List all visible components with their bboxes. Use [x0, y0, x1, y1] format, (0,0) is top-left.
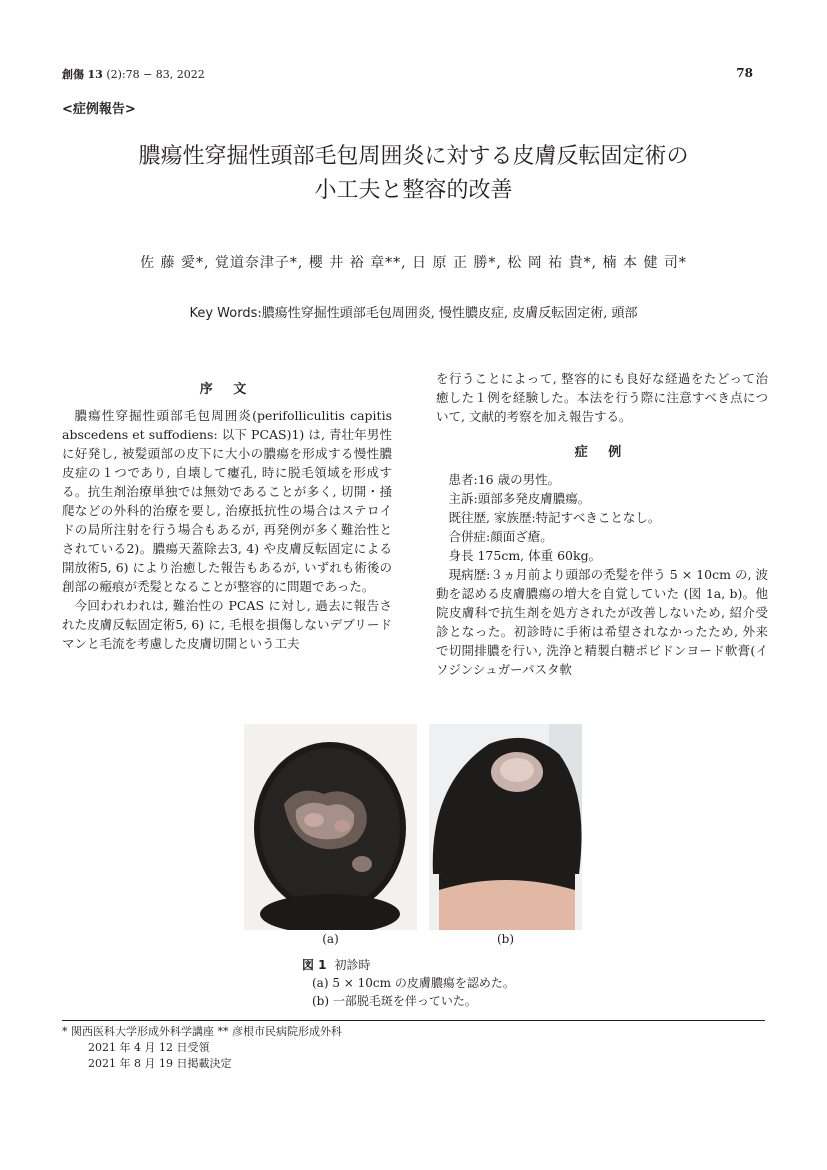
- figure-caption-title: [302, 956, 515, 974]
- page-number: 78: [736, 66, 753, 80]
- footnotes: [62, 1024, 342, 1072]
- title-line-1: 膿瘍性穿掘性頭部毛包周囲炎に対する皮膚反転固定術の: [138, 144, 689, 169]
- journal-volume: 13: [87, 68, 103, 81]
- figure-caption-b: (b) 一部脱毛斑を伴っていた。: [312, 994, 477, 1008]
- case-line-body: 身長 175cm, 体重 60kg。: [448, 548, 602, 563]
- intro-paragraph-1: 膿瘍性穿掘性頭部毛包周囲炎(perifolliculitis capitis abscedens et suffodiens: 以下 PCAS)1) は, 青壮年男性に好発し, 被髪頭部の皮下に大小の膿瘍を形成する慢性膿皮症の１つであり, 自壊して瘻孔, 時に脱毛領域を形成する。抗生剤治療単独では無効であることが多く, 切開・掻爬などの外科的治療を要し, 治療抵抗性の場合はステロイドの局所注射を行う場合もあるが, 再発例が多く難治性とされている2)。膿瘍天蓋除去3, 4) や皮膚反転固定による開放術5, 6) により治癒した報告もあるが, いずれも術後の創部の瘢痕が禿髪となることが整容的に問題であった。: [62, 408, 392, 594]
- journal-issue: (2):78 − 83, 2022: [106, 68, 205, 81]
- title-line-2: 小工夫と整容的改善: [314, 178, 513, 203]
- affiliations: * 関西医科大学形成外科学講座 ** 彦根市民病院形成外科: [62, 1025, 342, 1038]
- figure-title: 初診時: [334, 958, 371, 972]
- figure-caption: [302, 956, 515, 1010]
- case-line-history: 既往歴, 家族歴:特記すべきことなし。: [448, 510, 661, 525]
- case-line-complication: 合併症:顔面ざ瘡。: [448, 529, 553, 544]
- intro-heading: 序 文: [199, 382, 255, 397]
- case-details: [436, 470, 768, 679]
- figure-1b-photo: [429, 724, 582, 930]
- keywords-text: :膿瘍性穿掘性頭部毛包周囲炎, 慢性膿皮症, 皮膚反転固定術, 頭部: [257, 306, 638, 321]
- figure-1b-label: (b): [496, 932, 515, 946]
- received-date: 2021 年 4 月 12 日受領: [88, 1041, 210, 1054]
- intro-paragraph-3: を行うことによって, 整容的にも良好な経過をたどって治癒した１例を経験した。本法を行う際に注意すべき点について, 文献的考察を加え報告する。: [436, 371, 768, 424]
- keywords: [0, 302, 827, 321]
- figure-caption-a: (a) 5 × 10cm の皮膚膿瘍を認めた。: [312, 976, 515, 990]
- accepted-date: 2021 年 8 月 19 日掲載決定: [88, 1057, 232, 1070]
- left-column: [62, 406, 392, 653]
- right-column: [436, 369, 768, 426]
- footnote-divider: [62, 1020, 765, 1021]
- figure-number: 図 1: [302, 958, 327, 972]
- article-title: [0, 140, 827, 208]
- journal-name: 創傷: [62, 68, 84, 81]
- author-list: 佐 藤 愛*, 覚道奈津子*, 櫻 井 裕 章**, 日 原 正 勝*, 松 岡 祐 貴*, 楠 本 健 司*: [140, 255, 687, 271]
- case-line-complaint: 主訴:頭部多発皮膚膿瘍。: [448, 491, 591, 506]
- case-line-patient: 患者:16 歳の男性。: [448, 472, 561, 487]
- article-category: <症例報告>: [62, 102, 136, 117]
- figure-1a-photo: [244, 724, 417, 930]
- case-present-history: 現病歴:３ヵ月前より頭部の禿髪を伴う 5 × 10cm の, 波動を認める皮膚膿瘍の増大を自覚していた (図 1a, b)。他院皮膚科で抗生剤を処方されたが改善しないため, 紹介受診となった。初診時に手術は希望されなかったため, 外来で切開排膿を行い, 洗浄と精製白糖ポビドンヨード軟膏(イソジンシュガーパスタ軟: [436, 567, 768, 677]
- running-header: [62, 66, 205, 82]
- intro-paragraph-2: 今回われわれは, 難治性の PCAS に対し, 過去に報告された皮膚反転固定術5, 6) に, 毛根を損傷しないデブリードマンと毛流を考慮した皮膚切開という工夫: [62, 598, 392, 651]
- case-heading: 症 例: [574, 445, 630, 460]
- figure-1a-label: (a): [322, 932, 339, 946]
- keywords-label: Key Words: [189, 306, 258, 321]
